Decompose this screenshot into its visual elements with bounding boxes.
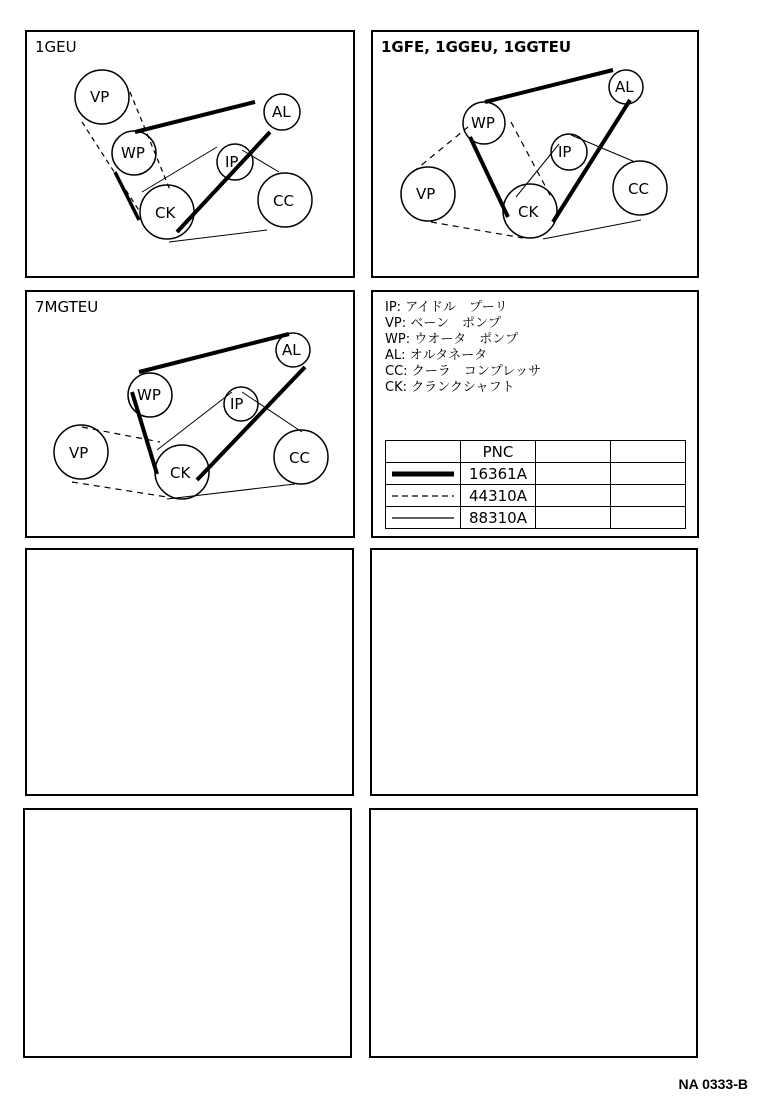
pulley-label-ip: IP [225,153,239,171]
pulley-label-al: AL [615,78,634,96]
pulley-legend-list [385,300,541,396]
diagram-panel-7mgteu [25,290,355,538]
empty-panel [25,548,354,796]
pulley-label-vp: VP [416,185,436,203]
diagram-panel-1gfe [371,30,699,278]
panel-title: 1GEU [35,38,77,56]
pnc-value: 16361A [461,463,536,485]
pulley-label-wp: WP [121,144,145,162]
pnc-header: PNC [461,441,536,463]
legend-item-wp: WP: ウオータ ポンプ [385,332,519,347]
panel-title: 7MGTEU [35,298,99,316]
pulley-label-wp: WP [471,114,495,132]
diagram-panel-1geu [25,30,355,278]
pulley-label-vp: VP [90,88,110,106]
legend-item-cc: CC: クーラ コンプレッサ [385,364,542,379]
belt-diagram [373,32,701,280]
pulley-label-al: AL [282,341,301,359]
table-row [386,485,686,507]
pulley-label-cc: CC [273,192,294,210]
legend-item-ck: CK: クランクシャフト [385,380,515,395]
pulley-label-ck: CK [170,464,191,482]
belt-diagram [27,32,357,280]
pnc-header-row [386,441,686,463]
pulley-label-cc: CC [628,180,649,198]
figure-code: NA 0333-B [678,1076,748,1092]
pulley-label-ck: CK [155,204,176,222]
legend-item-vp: VP: ベーン ポンプ [385,316,502,331]
dashed-line-icon [390,491,456,501]
thin-line-icon [390,513,456,523]
panel-title: 1GFE, 1GGEU, 1GGTEU [381,38,572,56]
pulley-label-vp: VP [69,444,89,462]
pulley-label-wp: WP [137,386,161,404]
pnc-table [385,440,686,529]
pulley-label-cc: CC [289,449,310,467]
legend-panel [371,290,699,538]
table-row [386,507,686,529]
pnc-value: 88310A [461,507,536,529]
thick-line-icon [390,469,456,479]
pnc-value: 44310A [461,485,536,507]
empty-panel [23,808,352,1058]
pulley-label-al: AL [272,103,291,121]
empty-panel [370,548,698,796]
legend-item-ip: IP: アイドル プーリ [385,300,508,315]
pulley-label-ip: IP [230,395,244,413]
table-row [386,463,686,485]
legend-item-al: AL: オルタネータ [385,348,488,363]
pulley-label-ip: IP [558,143,572,161]
belt-diagram [27,292,357,540]
empty-panel [369,808,698,1058]
pulley-label-ck: CK [518,203,539,221]
